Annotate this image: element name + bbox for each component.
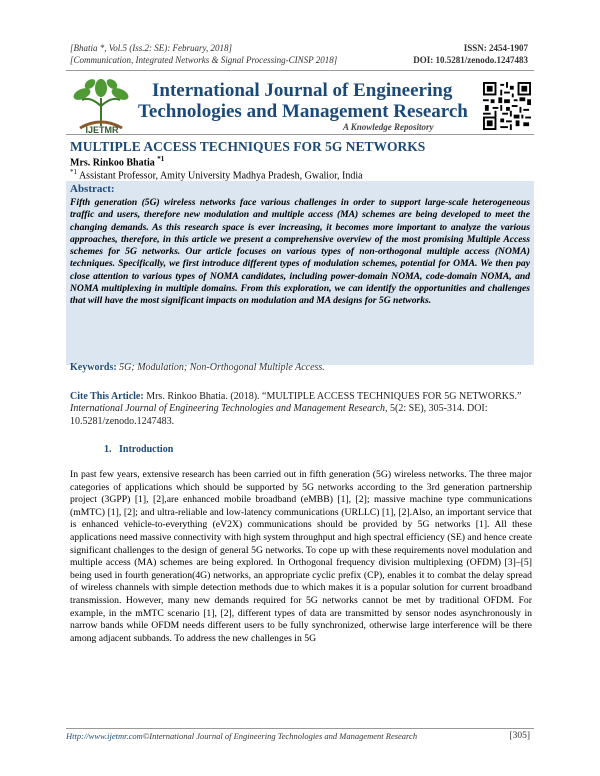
header-issn: ISSN: 2454-1907 [463,43,528,53]
section-heading [104,444,173,455]
citation-volume-doi: 5(2: SE), 305-314. DOI: 10.5281/zenodo.1247483. [70,403,488,427]
page-number: [305] [509,731,530,741]
journal-subtitle: A Knowledge Repository [343,122,434,132]
qr-code [483,82,531,130]
keywords-label: Keywords: [70,362,117,373]
header-doi: DOI: 10.5281/zenodo.1247483 [413,55,528,65]
citation-label: Cite This Article: [70,391,144,402]
citation [70,391,532,428]
keywords [70,362,325,373]
citation-journal: International Journal of Engineering Technologies and Management Research, [70,403,388,415]
affiliation-superscript: *1 [70,168,77,176]
page-footer [66,731,534,741]
journal-title-line2: Technologies and Management Research [138,101,468,122]
author-affiliation [70,168,363,181]
running-header-right [413,42,528,66]
banner-divider [66,134,534,135]
abstract-text: Fifth generation (5G) wireless networks face various challenges in order to support large-scale heterogeneous traffic and users, therefore new modulation and multiple access (MA) schemes are being developed to meet the changing demands. As this research space is ever increasing, it becomes more important to analyze the various approaches, therefore, in this article we present a comprehensive overview of the most promising Multiple Access schemes for 5G networks. Our article focuses on various types of non-orthogonal multiple access (NOMA) techniques. Specifically, we first introduce different types of modulation schemes, potential for OMA. We then pay close attention to various types of NOMA candidates, including power-domain NOMA, code-domain NOMA, and NOMA multiplexing in multiple domains. From this exploration, we can identify the opportunities and challenges that will have the most significant impacts on modulation and MA designs for 5G networks. [70,197,530,307]
author-superscript: *1 [157,155,165,163]
footer-journal: ©International Journal of Engineering Technologies and Management Research [142,731,418,741]
footer-divider [66,728,534,729]
header-divider [66,70,534,71]
abstract-heading: Abstract: [70,183,115,195]
journal-title-line1: International Journal of Engineering [152,80,453,101]
author-name [70,155,164,168]
logo-caption: IJETMR [85,125,119,135]
header-special-issue: [Communication, Integrated Networks & Signal Processing-CINSP 2018] [70,55,338,65]
section-title: Introduction [119,444,174,455]
footer-url-link[interactable]: Http://www.ijetmr.com [66,731,143,741]
header-volume: [Bhatia *, Vol.5 (Iss.2: SE): February, 2018] [70,43,232,53]
running-header-left [70,42,337,66]
section-body-text: In past few years, extensive research has been carried out in fifth generation (5G) wireless networks. The three major categories of applications which should be supported by 5G networks according to the 3rd generation partnership project (3GPP) [1], [2],are enhanced mobile broadband (eMBB) [1], [2]; massive machine type communications (mMTC) [1], [2]; and ultra-reliable and low-latency communications (URLLC) [1], [2].Also, an important service that is enhanced vehicle-to-everything (eV2X) communications should be provided by 5G networks [1]. All these applications need massive connectivity with high system throughput and high spectral efficiency (SE) and hence create significant challenges to the design of general 5G networks. To cope up with these requirements novel modulation and multiple access (MA) schemes are being explored. In Orthogonal frequency division multiplexing (OFDM) [3]–[5] being used in fourth generation(4G) networks, an appropriate cyclic prefix (CP), enables it to combat the delay spread of wireless channels with simple detection methods due to which makes it is a popular solution for current broadband transmission. However, many new demands required for 5G networks cannot be met by traditional OFDM. For example, in the mMTC scenario [1], [2], different types of data are transmitted by sensor nodes asynchronously in narrow bands while OFDM needs different users to be fully synchronized, otherwise large interference will be there among adjacent subbands. To address the new challenges in 5G [70,469,532,644]
citation-authors-title: Mrs. Rinkoo Bhatia. (2018). “MULTIPLE ACCESS TECHNIQUES FOR 5G NETWORKS.” [146,391,522,402]
author-name-text: Mrs. Rinkoo Bhatia [70,157,155,169]
affiliation-text: Assistant Professor, Amity University Madhya Pradesh, Gwalior, India [78,170,363,182]
section-number: 1. [104,444,112,455]
keywords-text: 5G; Modulation; Non-Orthogonal Multiple Access. [119,362,325,373]
article-title: MULTIPLE ACCESS TECHNIQUES FOR 5G NETWORKS [70,139,426,154]
